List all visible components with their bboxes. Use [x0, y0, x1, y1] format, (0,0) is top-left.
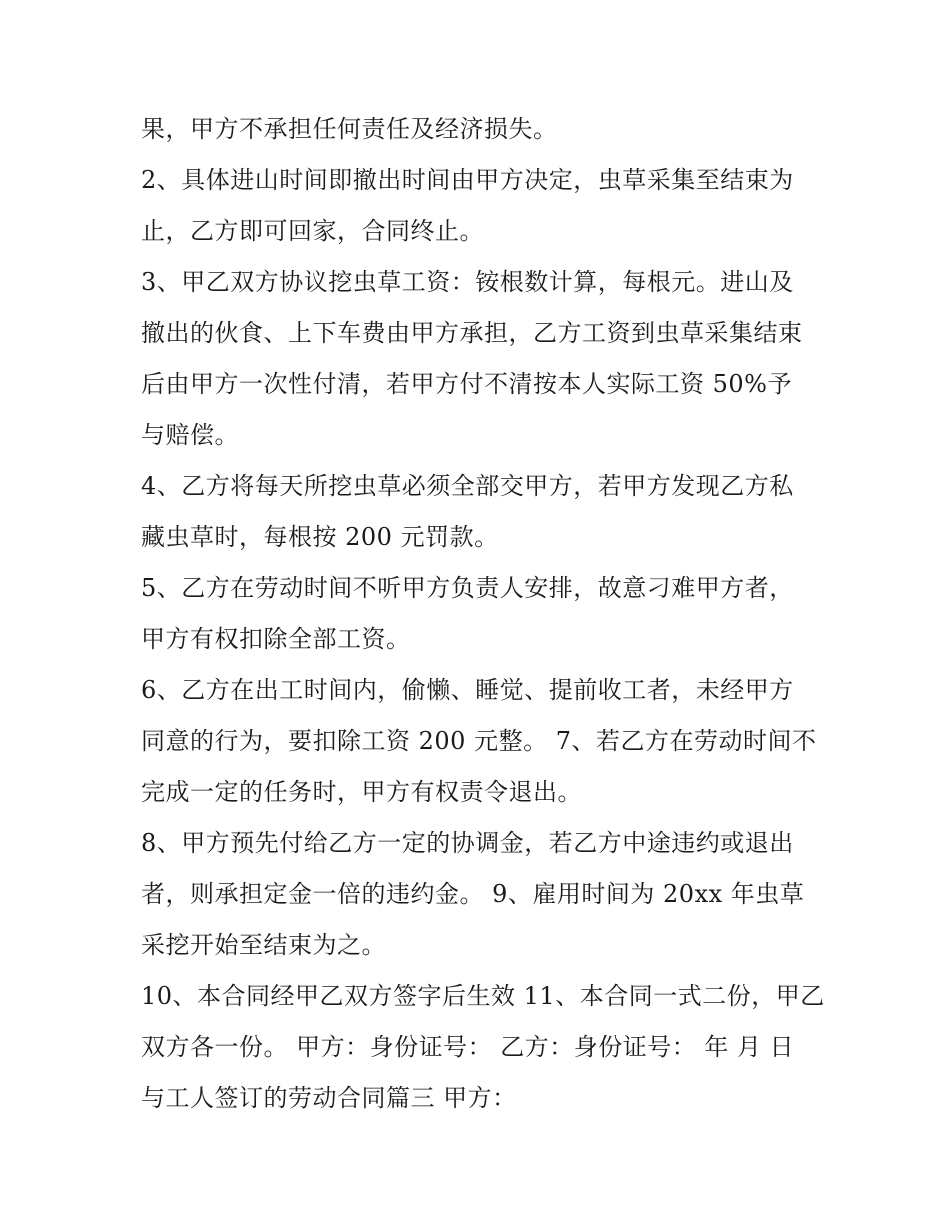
text-line: 双方各一份。 甲方：身份证号： 乙方：身份证号： 年 月 日 — [141, 1033, 795, 1061]
text-line: 采挖开始至结束为之。 — [141, 931, 386, 959]
text-line: 与赔偿。 — [141, 421, 239, 449]
text-line: 6、乙方在出工时间内，偷懒、睡觉、提前收工者，未经甲方 — [141, 676, 794, 704]
text-line: 5、乙方在劳动时间不听甲方负责人安排，故意刁难甲方者， — [141, 574, 794, 602]
text-line: 10、本合同经甲乙双方签字后生效 11、本合同一式二份，甲乙 — [141, 982, 825, 1010]
text-line: 甲方有权扣除全部工资。 — [141, 625, 411, 653]
text-line: 8、甲方预先付给乙方一定的协调金，若乙方中途违约或退出 — [141, 829, 794, 857]
text-line: 后由甲方一次性付清，若甲方付不清按本人实际工资 50%予 — [141, 370, 792, 398]
text-line: 3、甲乙双方协议挖虫草工资：铵根数计算，每根元。进山及 — [141, 268, 794, 296]
text-line: 者，则承担定金一倍的违约金。 9、雇用时间为 20xx 年虫草 — [141, 880, 805, 908]
text-line: 果，甲方不承担任何责任及经济损失。 — [141, 115, 558, 143]
text-line: 2、具体进山时间即撤出时间由甲方决定，虫草采集至结束为 — [141, 166, 794, 194]
document-body — [141, 110, 825, 1130]
text-line: 4、乙方将每天所挖虫草必须全部交甲方，若甲方发现乙方私 — [141, 472, 794, 500]
text-line: 撤出的伙食、上下车费由甲方承担，乙方工资到虫草采集结束 — [141, 319, 803, 347]
text-line: 止，乙方即可回家，合同终止。 — [141, 217, 484, 245]
text-line: 完成一定的任务时，甲方有权责令退出。 — [141, 778, 582, 806]
text-line: 藏虫草时，每根按 200 元罚款。 — [141, 523, 499, 551]
text-line: 与工人签订的劳动合同篇三 甲方： — [141, 1084, 517, 1112]
text-line: 同意的行为，要扣除工资 200 元整。 7、若乙方在劳动时间不 — [141, 727, 817, 755]
